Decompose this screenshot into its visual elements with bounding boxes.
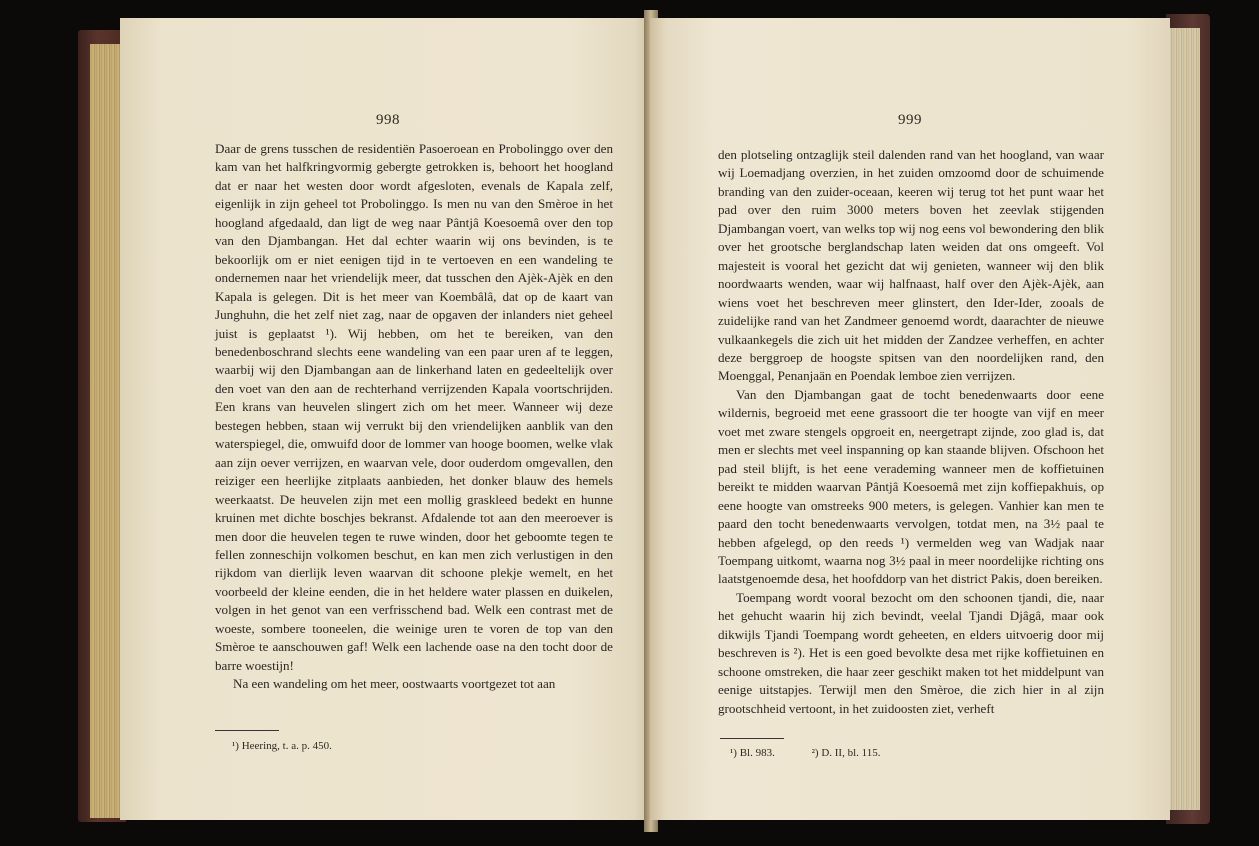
right-page xyxy=(650,18,1170,820)
footnote: ²) D. II, bl. 115. xyxy=(811,747,881,759)
page-body xyxy=(215,140,613,694)
open-book xyxy=(78,10,1210,836)
footnote: ¹) Heering, t. a. p. 450. xyxy=(232,740,332,752)
footnote: ¹) Bl. 983. xyxy=(730,747,775,759)
footnote-rule xyxy=(215,730,279,731)
left-page xyxy=(120,18,650,820)
paragraph: Van den Djambangan gaat de tocht benedenwaarts door eene wildernis, begroeid met eene grassoort die ter hoogte van vijf en meer voet met zware stengels opgroeit en, neergetrapt zijnde, zoo glad is, dat men er slechts met veel inspanning op kan staande blijven. Ofschoon het pad steil blijft, is het eene verademing wanneer men de koffietuinen bereikt te midden waarvan Pântjâ Koesoemâ met zijn koffiepakhuis, op eene hoogte van omstreeks 900 meters, is gelegen. Vanhier kan men te paard den tocht benedenwaarts vervolgen, totdat men, na 3½ paal te hebben afgelegd, op den reeds ¹) vermelden weg van Wadjak naar Toempang uitkomt, waarna nog 3½ paal in meer noordelijke richting ons laatstgenoemde desa, het hoofddorp van het district Pakis, doen bereiken. xyxy=(718,386,1104,587)
page-number: 999 xyxy=(898,112,922,128)
paragraph: Daar de grens tusschen de residentiën Pasoeroean en Probolinggo over den kam van het halfkringvormig gebergte getrokken is, behoort het hoogland dat er naar het westen door wordt afgesloten, evenals de Kapala zelf, eigenlijk in zijn geheel tot Probolinggo. Is men nu van den Smèroe in het hoogland afgedaald, dan ligt de weg naar Pântjâ Koesoemâ over den top van den Djambangan. Het dal echter waarin wij ons bevinden, is te bekoorlijk om er niet eenigen tijd in te vertoeven en een wandeling te ondernemen naar het vriendelijk meer, dat tusschen den Ajèk-Ajèk en den Kapala is gelegen. Dit is het meer van Koembâlâ, dat op de kaart van Junghuhn, die het zelf niet zag, naar de opgaven der inlanders niet geheel juist is geplaatst ¹). Wij hebben, om het te bereiken, van den benedenboschrand slechts eene wandeling van een paar uren af te leggen, waarbij wij den Djambangan aan de linkerhand laten en gedeeltelijk over den voet van den aan de rechterhand verrijzenden Kapala voortschrijden. Een krans van heuvelen slingert zich om het meer. Wanneer wij deze bestegen hebben, staan wij verrukt bij den vriendelijken aanblik van den waterspiegel, die, omwuifd door de lommer van hooge boomen, welke vlak aan zijn oever verrijzen, en waarvan vele, door ouderdom omgevallen, den reiziger een heerlijke zitplaats aanbieden, het donker blauw des hemels weerkaatst. De heuvelen zijn met een mollig graskleed bedekt en hunne kruinen met dichte boschjes bekranst. Afdalende tot aan den meeroever is men door die heuvelen tegen te ruwe winden, door het geboomte tegen te fellen zonneschijn volkomen beschut, en kan men zich verlustigen in den rijkdom van dierlijk leven waarvan dit schoone plekje wemelt, en het voorbeeld der kleine eenden, die in het heldere water plassen en duikelen, volgen in het genot van een verfrisschend bad. Welk een contrast met de woeste, sombere tooneelen, die weinige uren te voren de top van den Smèroe te aanschouwen gaf! Welk een lachende oase na den tocht door de barre woestijn! xyxy=(215,141,613,673)
paragraph: den plotseling ontzaglijk steil dalenden rand van het hoogland, van waar wij Loemadjang overzien, in het zuiden omzoomd door de schuimende branding van den zuider-oceaan, keeren wij terug tot het punt waar het pad over den ruim 3000 meters boven het zeevlak stijgenden Djambangan voert, van welks top wij nog eens vol bewondering den blik over het grootsche berglandschap laten weiden dat ons omgeeft. Vol majesteit is vooral het gezicht dat wij genieten, wanneer wij den blik noordwaarts wenden, waar wij halfnaast, half over den Ajèk-Ajèk, aan wiens voet het beschreven meer glinstert, den Ider-Ider, zooals de zuidelijke rand van het Zandmeer genoemd wordt, daarachter de nieuwe vulkaankegels die zich uit het midden der Zandzee verheffen, en achter deze berggroep de hoogste spitsen van den noordelijken rand, den Moenggal, Penanjaän en Poendak lemboe zien verrijzen. xyxy=(718,147,1104,384)
page-number: 998 xyxy=(376,112,400,128)
footnotes xyxy=(730,747,881,759)
paragraph: Na een wandeling om het meer, oostwaarts voortgezet tot aan xyxy=(233,676,556,692)
paragraph: Toempang wordt vooral bezocht om den schoonen tjandi, die, naar het gehucht waarin hij zich bevindt, veelal Tjandi Djâgâ, maar ook dikwijls Tjandi Toempang wordt geheeten, en elders uitvoerig door mij beschreven is ²). Het is een goed bevolkte desa met rijke koffietuinen en schoone omstreken, die haar zeer geschikt maken tot het middelpunt van eenige uitstapjes. Terwijl men den Smèroe, die zich hier in al zijn grootschheid vertoont, in het zuidoosten ziet, verheft xyxy=(718,589,1104,716)
page-body xyxy=(718,146,1104,718)
footnote-rule xyxy=(720,738,784,739)
